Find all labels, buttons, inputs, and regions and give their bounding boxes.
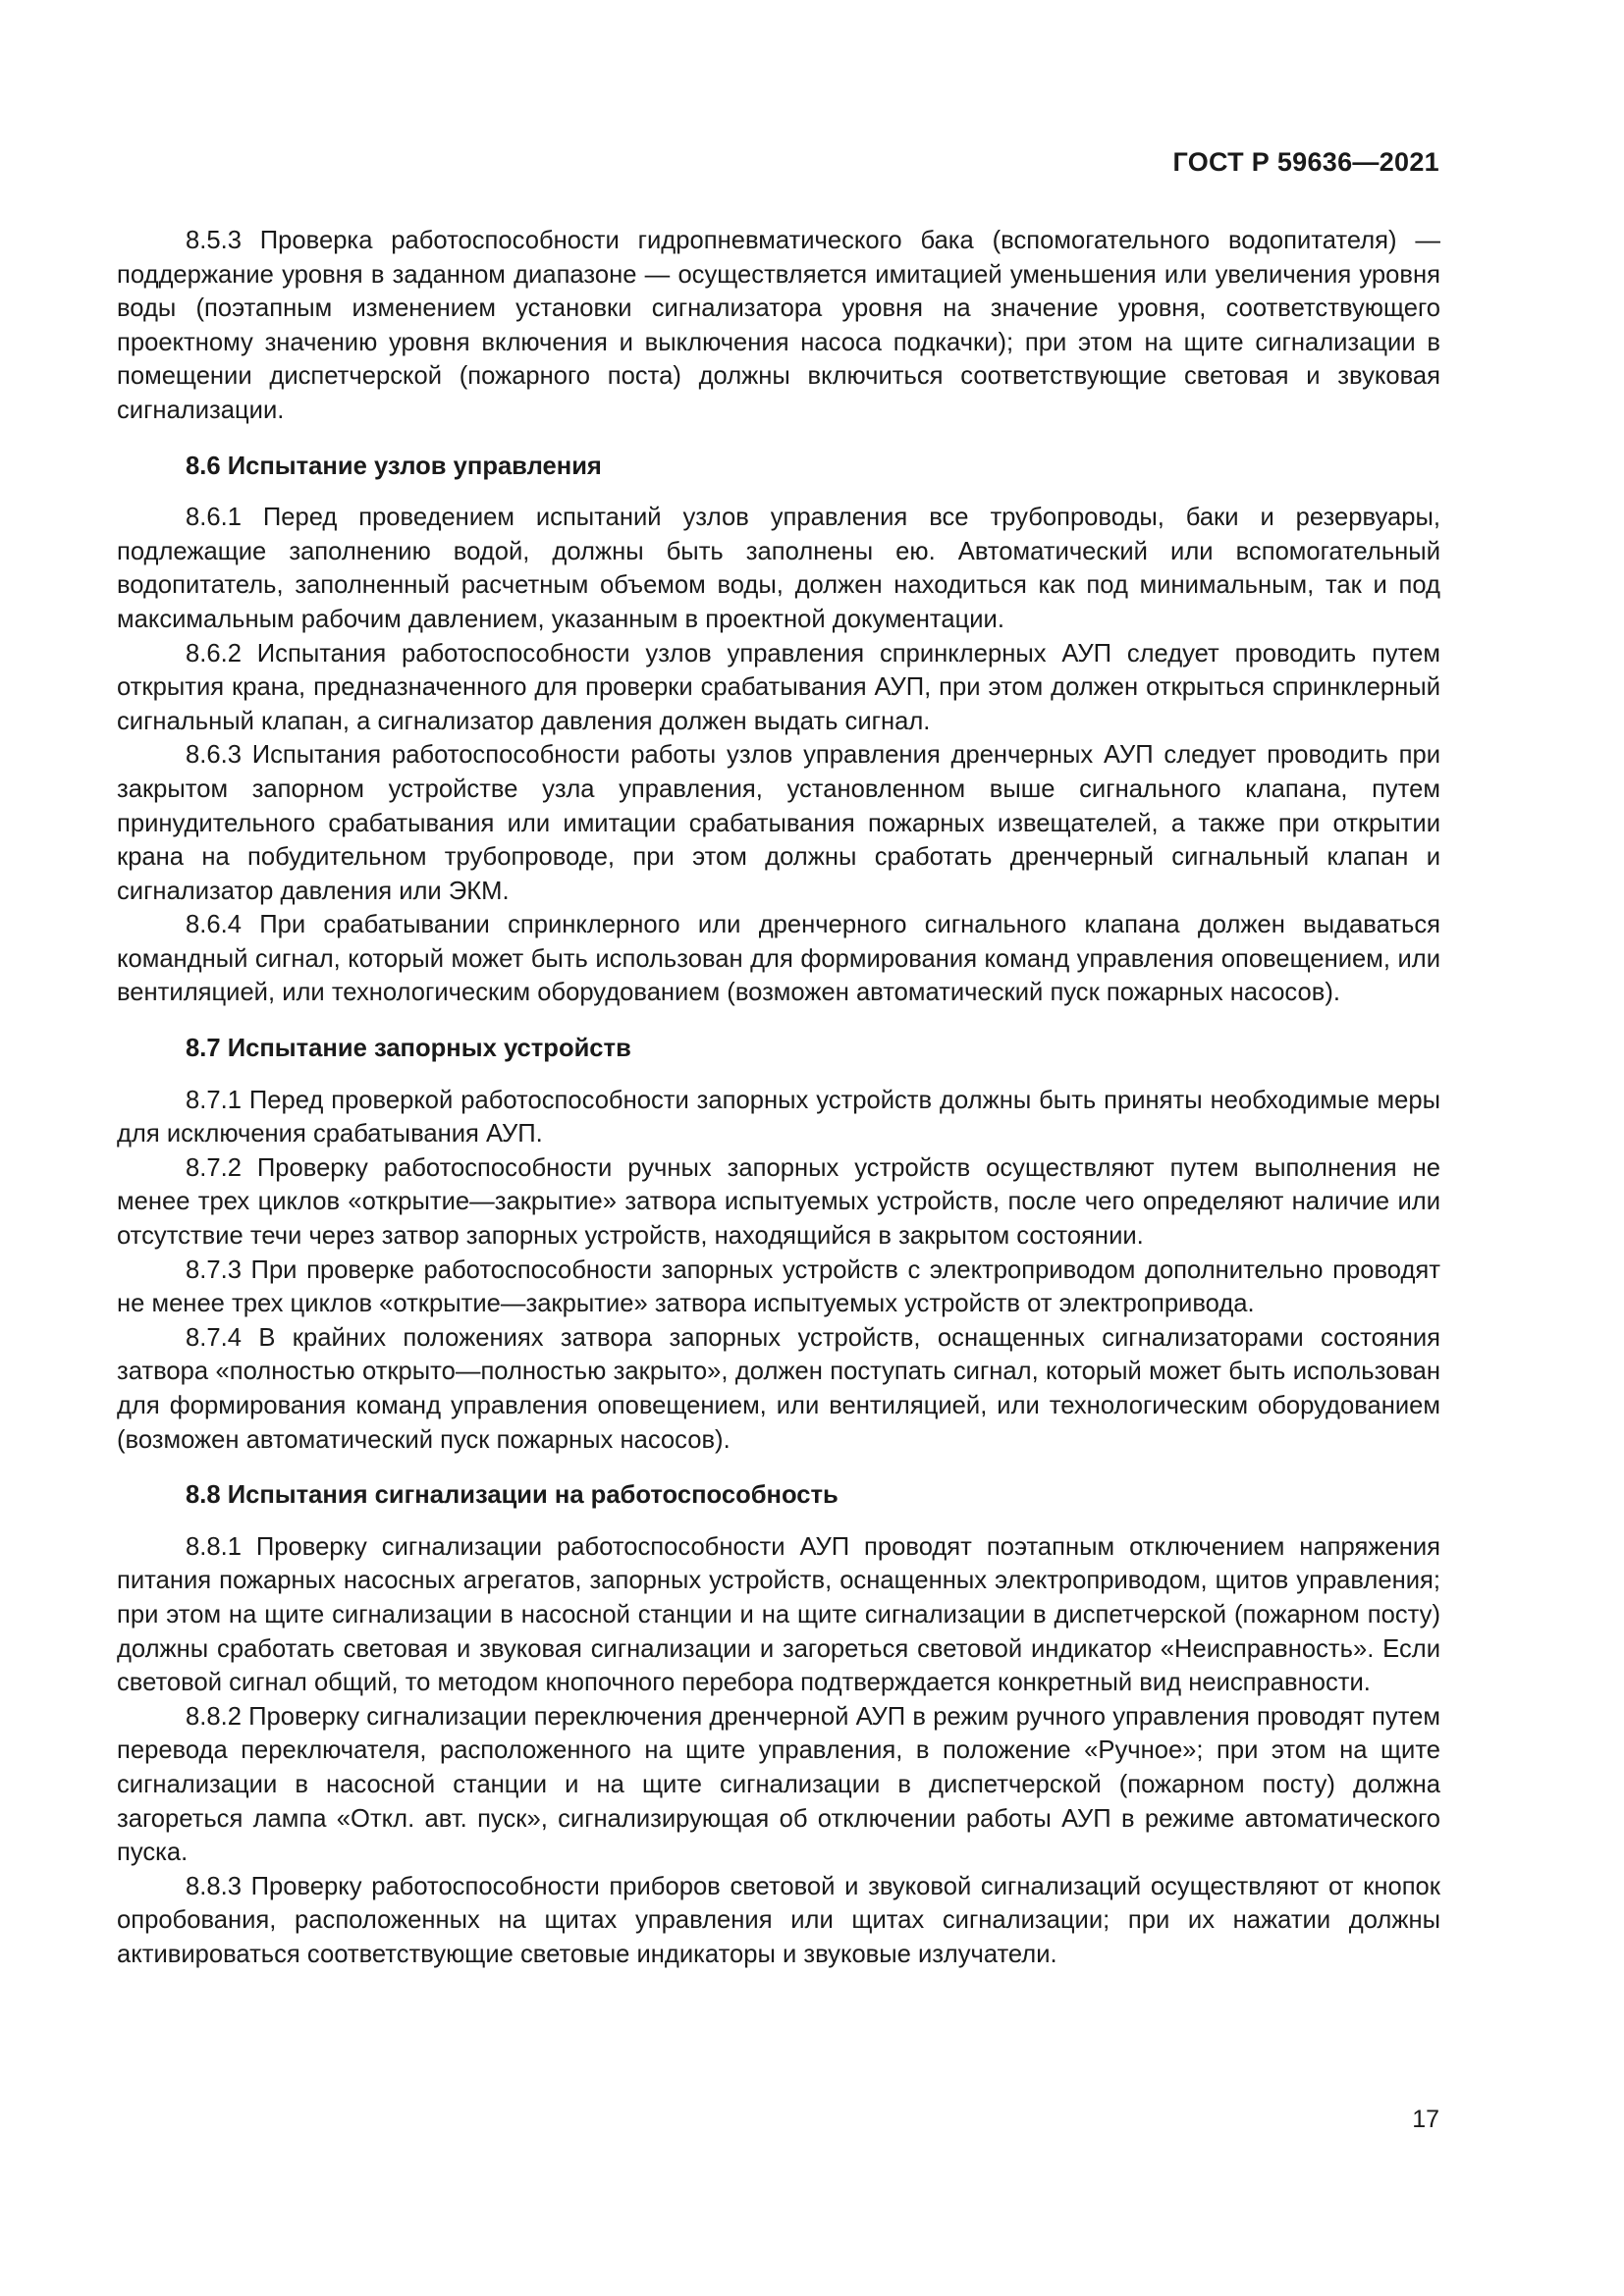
paragraph-8-8-2: 8.8.2 Проверку сигнализации переключения дренчерной АУП в режим ручного управления проводят путем перевода переключателя, расположенного на щите управления, в положение «Ручное»; при этом на щите сигнализации в насосной станции и на щите сигнализации в диспетчерской (пожарном посту) должна загореться лампа «Откл. авт. пуск», сигнализирующая об отключении работы АУП в режиме автоматического пуска. [117, 1702, 1440, 1867]
paragraph-8-6-4: 8.6.4 При срабатывании спринклерного или дренчерного сигнального клапана должен выдаваться командный сигнал, который может быть использован для формирования команд управления оповещением, или вентиляцией, или технологическим оборудованием (возможен автоматический пуск пожарных насосов). [117, 911, 1440, 1007]
paragraph-8-7-4: 8.7.4 В крайних положениях затвора запорных устройств, оснащенных сигнализаторами состояния затвора «полностью открыто—полностью закрыто», должен поступать сигнал, который может быть использован для формирования команд управления оповещением, или вентиляцией, или технологическим оборудованием (возможен автоматический пуск пожарных насосов). [117, 1323, 1440, 1454]
paragraph-8-6-1: 8.6.1 Перед проведением испытаний узлов управления все трубопроводы, баки и резервуары, подлежащие заполнению водой, должны быть заполнены ею. Автоматический или вспомогательный водопитатель, заполненный расчетным объемом воды, должен находиться как под минимальным, так и под максимальным рабочим давлением, указанным в проектной документации. [117, 504, 1440, 633]
document-body [117, 224, 1440, 1972]
paragraph-8-8-1: 8.8.1 Проверку сигнализации работоспособности АУП проводят поэтапным отключением напряжения питания пожарных насосных агрегатов, запорных устройств, оснащенных электроприводом, щитов управления; при этом на щите сигнализации в насосной станции и на щите сигнализации в диспетчерской (пожарном посту) должны сработать световая и звуковая сигнализации и загореться световой индикатор «Неисправность». Если световой сигнал общий, то методом кнопочного перебора подтверждается конкретный вид неисправности. [117, 1532, 1440, 1697]
paragraph-8-8-3: 8.8.3 Проверку работоспособности приборов световой и звуковой сигнализаций осуществляют от кнопок опробования, расположенных на щитах управления или щитах сигнализации; при их нажатии должны активироваться соответствующие световые индикаторы и звуковые излучатели. [117, 1872, 1440, 1968]
paragraph-8-7-1: 8.7.1 Перед проверкой работоспособности запорных устройств должны быть приняты необходимые меры для исключения срабатывания АУП. [117, 1086, 1440, 1148]
section-heading-8-6: 8.6 Испытание узлов управления [186, 452, 602, 480]
paragraph-8-7-2: 8.7.2 Проверку работоспособности ручных запорных устройств осуществляют путем выполнения не менее трех циклов «открытие—закрытие» затвора испытуемых устройств, после чего определяют наличие или отсутствие течи через затвор запорных устройств, находящийся в закрытом состоянии. [117, 1153, 1440, 1251]
document-code: ГОСТ Р 59636—2021 [1172, 147, 1439, 177]
paragraph-8-6-2: 8.6.2 Испытания работоспособности узлов управления спринклерных АУП следует проводить путем открытия крана, предназначенного для проверки срабатывания АУП, при этом должен открыться спринклерный сигнальный клапан, а сигнализатор давления должен выдать сигнал. [117, 639, 1440, 735]
page-number: 17 [1412, 2106, 1439, 2133]
section-heading-8-7: 8.7 Испытание запорных устройств [186, 1035, 631, 1063]
paragraph-8-7-3: 8.7.3 При проверке работоспособности запорных устройств с электроприводом дополнительно проводят не менее трех циклов «открытие—закрытие» затвора испытуемых устройств от электропривода. [117, 1255, 1440, 1318]
paragraph-8-6-3: 8.6.3 Испытания работоспособности работы узлов управления дренчерных АУП следует проводить при закрытом запорном устройстве узла управления, установленном выше сигнального клапана, путем принудительного срабатывания или имитации срабатывания пожарных извещателей, а также при открытии крана на побудительном трубопроводе, при этом должны сработать дренчерный сигнальный клапан и сигнализатор давления или ЭКМ. [117, 741, 1440, 905]
paragraph-8-5-3: 8.5.3 Проверка работоспособности гидропневматического бака (вспомогательного водопитателя) — поддержание уровня в заданном диапазоне — осуществляется имитацией уменьшения или увеличения уровня воды (поэтапным изменением установки сигнализатора уровня на значение уровня, соответствующего проектному значению уровня включения и выключения насоса подкачки); при этом на щите сигнализации в помещении диспетчерской (пожарного поста) должны включиться соответствующие световая и звуковая сигнализации. [117, 227, 1440, 424]
section-heading-8-8: 8.8 Испытания сигнализации на работоспособность [186, 1481, 839, 1510]
